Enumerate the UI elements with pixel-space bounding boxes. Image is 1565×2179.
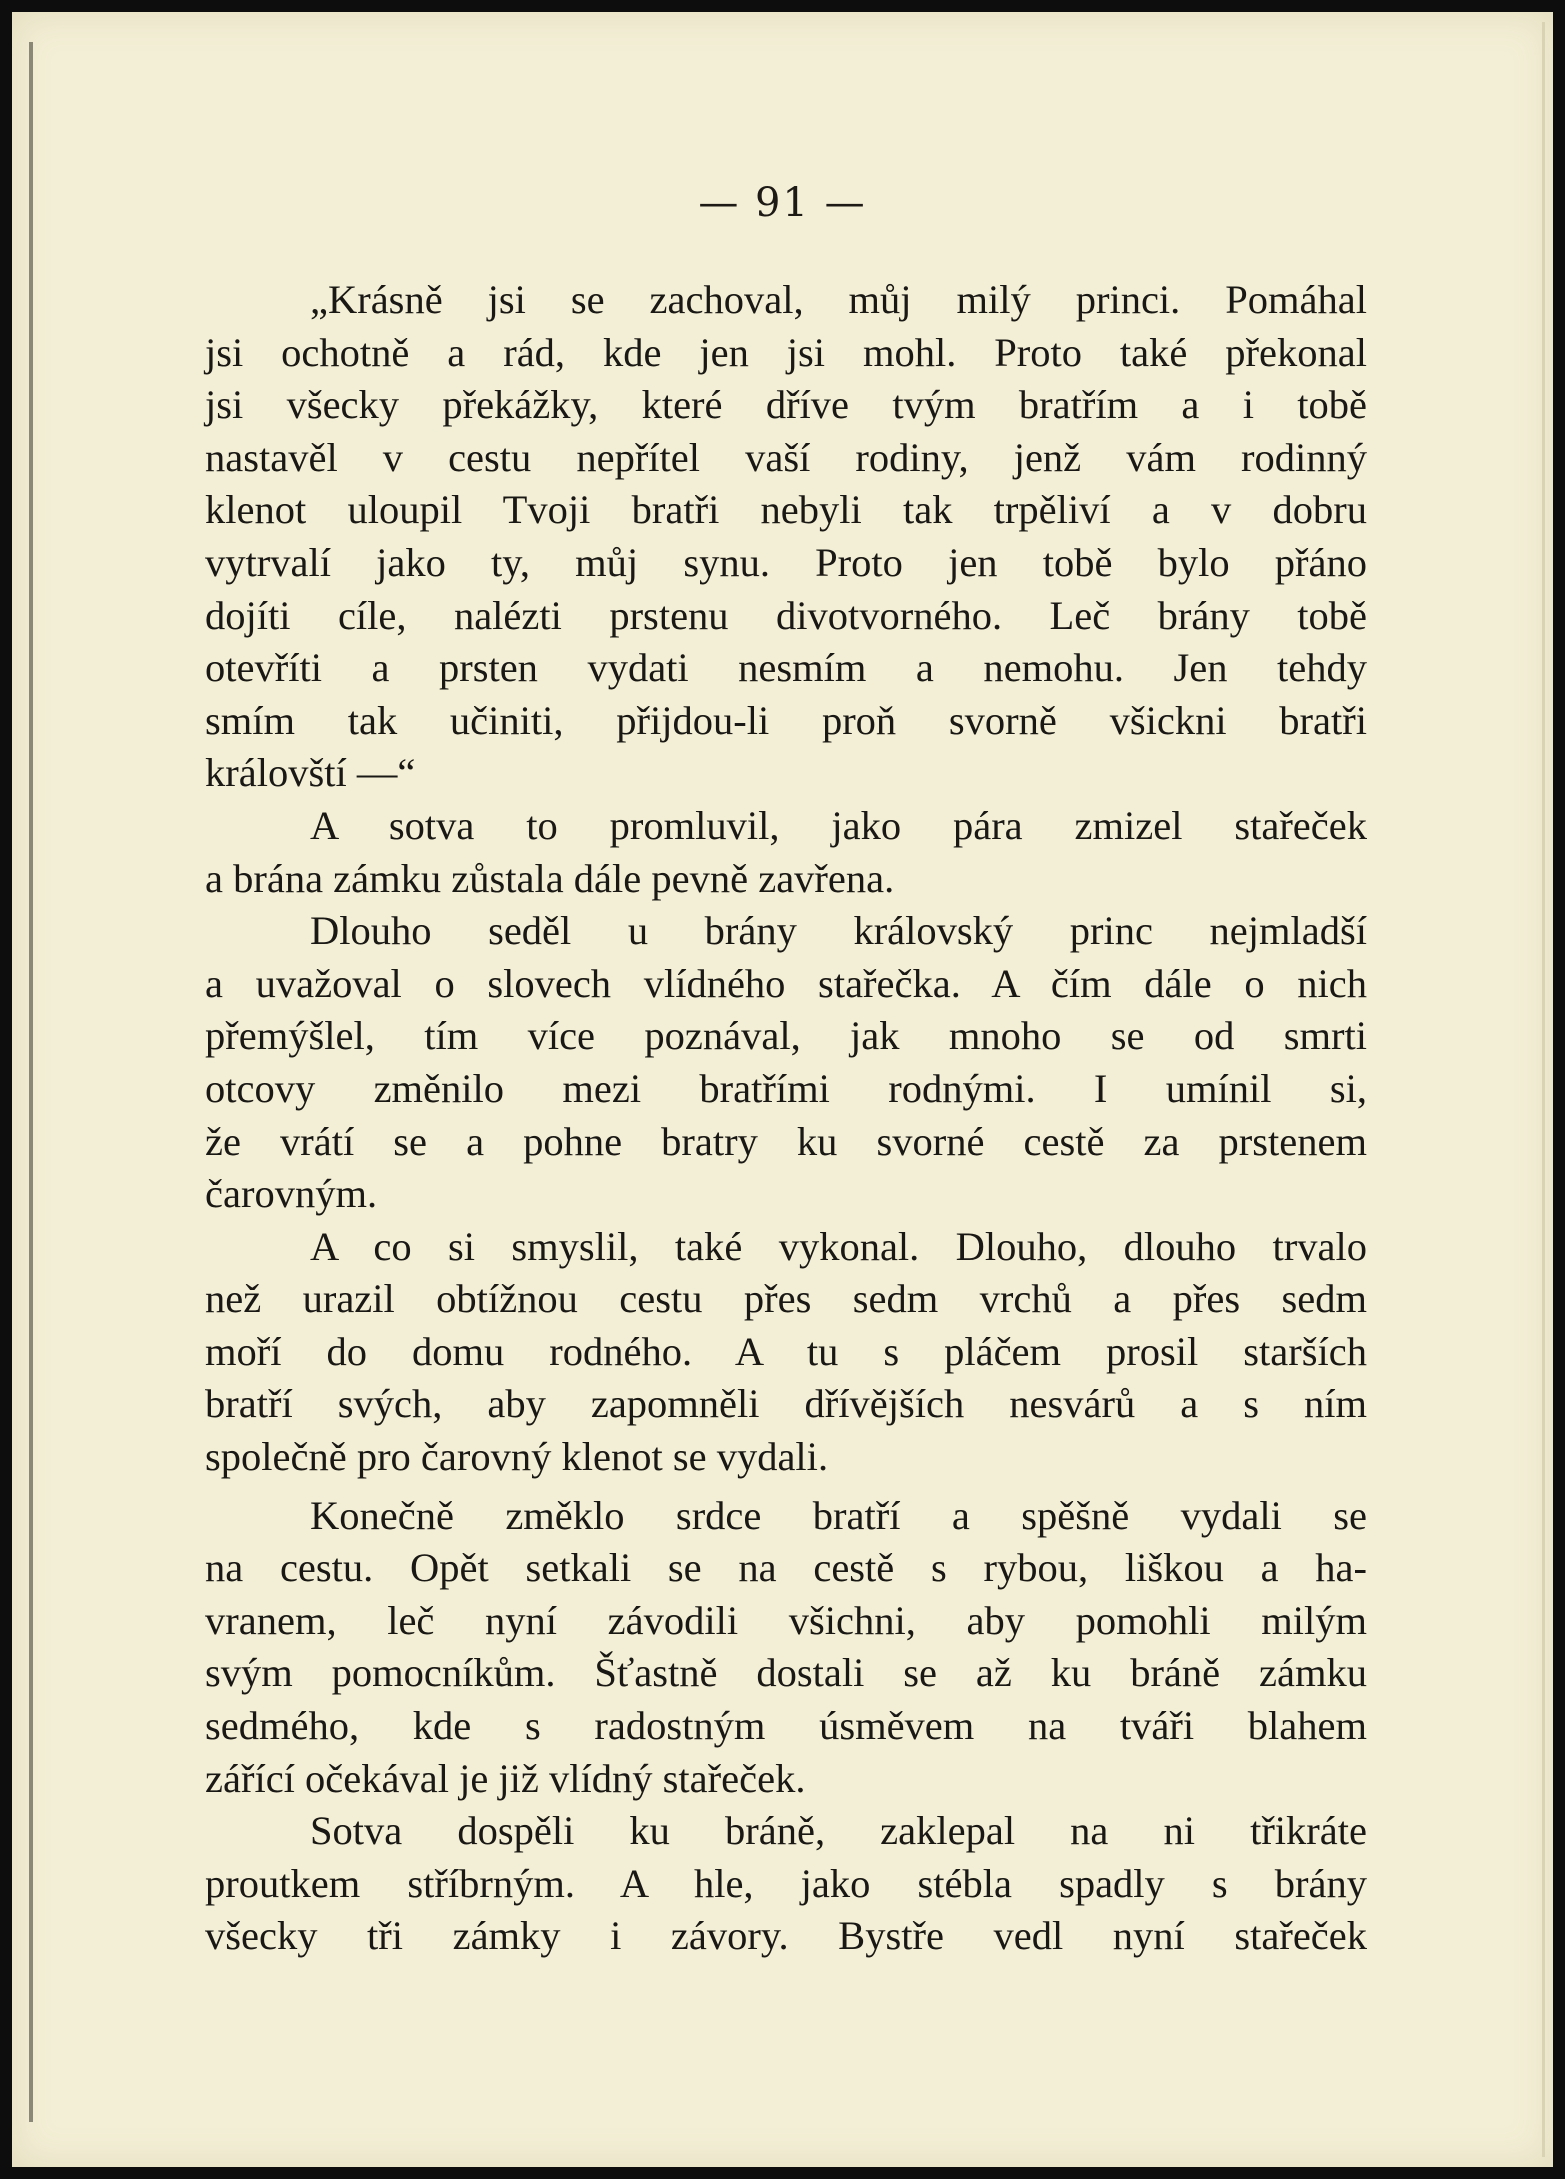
text-line: na cestu. Opět setkali se na cestě s rybou, liškou a ha- bbox=[205, 1545, 1367, 1591]
paragraph bbox=[205, 905, 1367, 1221]
text-line: Dlouho seděl u brány královský princ nejmladší bbox=[310, 908, 1367, 954]
text-line: Sotva dospěli ku bráně, zaklepal na ni třikráte bbox=[310, 1808, 1367, 1854]
text-line: svým pomocníkům. Šťastně dostali se až ku bráně zámku bbox=[205, 1650, 1367, 1696]
binding-line bbox=[29, 42, 33, 2122]
page-edge bbox=[1542, 22, 1545, 2157]
text-line: vranem, leč nyní závodili všichni, aby pomohli milým bbox=[205, 1597, 1367, 1643]
book-page bbox=[12, 12, 1553, 2167]
text-line: bratří svých, aby zapomněli dřívějších nesvárů a s ním bbox=[205, 1381, 1367, 1427]
text-line: „Krásně jsi se zachoval, můj milý princi. Pomáhal bbox=[310, 277, 1367, 322]
text-line: zářící očekával je již vlídný stařeček. bbox=[205, 1755, 806, 1801]
text-line: a brána zámku zůstala dále pevně zavřena. bbox=[205, 855, 895, 901]
text-line: královští —“ bbox=[205, 750, 416, 796]
text-line: vytrvalí jako ty, můj synu. Proto jen tobě bylo přáno bbox=[205, 539, 1367, 585]
text-line: otcovy změnilo mezi bratřími rodnými. I umínil si, bbox=[205, 1065, 1367, 1111]
body-text bbox=[205, 274, 1367, 1963]
text-line: že vrátí se a pohne bratry ku svorné cestě za prstenem bbox=[205, 1118, 1367, 1164]
text-line: všecky tři zámky i závory. Bystře vedl nyní stařeček bbox=[205, 1913, 1367, 1959]
text-line: čarovným. bbox=[205, 1171, 378, 1217]
text-line: otevříti a prsten vydati nesmím a nemohu. Jen tehdy bbox=[205, 645, 1367, 691]
text-line: dojíti cíle, nalézti prstenu divotvorného. Leč brány tobě bbox=[205, 592, 1367, 638]
paragraph bbox=[205, 1490, 1367, 1806]
text-line: jsi ochotně a rád, kde jen jsi mohl. Proto také překonal bbox=[205, 329, 1367, 375]
paragraph bbox=[205, 800, 1367, 905]
text-line: než urazil obtížnou cestu přes sedm vrchů a přes sedm bbox=[205, 1276, 1367, 1322]
text-line: nastavěl v cestu nepřítel vaší rodiny, jenž vám rodinný bbox=[205, 434, 1367, 480]
text-line: Konečně změklo srdce bratří a spěšně vydali se bbox=[310, 1492, 1367, 1538]
paragraph bbox=[205, 274, 1367, 800]
text-line: moří do domu rodného. A tu s pláčem prosil starších bbox=[205, 1328, 1367, 1374]
text-line: A co si smyslil, také vykonal. Dlouho, dlouho trvalo bbox=[310, 1223, 1367, 1269]
page-number: — 91 — bbox=[698, 180, 867, 226]
text-line: jsi všecky překážky, které dříve tvým bratřím a i tobě bbox=[205, 382, 1367, 428]
text-line: proutkem stříbrným. A hle, jako stébla spadly s brány bbox=[205, 1860, 1367, 1906]
text-line: společně pro čarovný klenot se vydali. bbox=[205, 1434, 829, 1480]
text-line: klenot uloupil Tvoji bratři nebyli tak trpěliví a v dobru bbox=[205, 487, 1367, 533]
paragraph bbox=[205, 1221, 1367, 1484]
text-line: A sotva to promluvil, jako pára zmizel stařeček bbox=[310, 802, 1367, 848]
paragraph bbox=[205, 1805, 1367, 1963]
text-line: smím tak učiniti, přijdou-li proň svorně všickni bratři bbox=[205, 697, 1367, 743]
text-line: a uvažoval o slovech vlídného stařečka. A čím dále o nich bbox=[205, 960, 1367, 1006]
text-line: sedmého, kde s radostným úsměvem na tváři blahem bbox=[205, 1703, 1367, 1749]
text-line: přemýšlel, tím více poznával, jak mnoho se od smrti bbox=[205, 1013, 1367, 1059]
